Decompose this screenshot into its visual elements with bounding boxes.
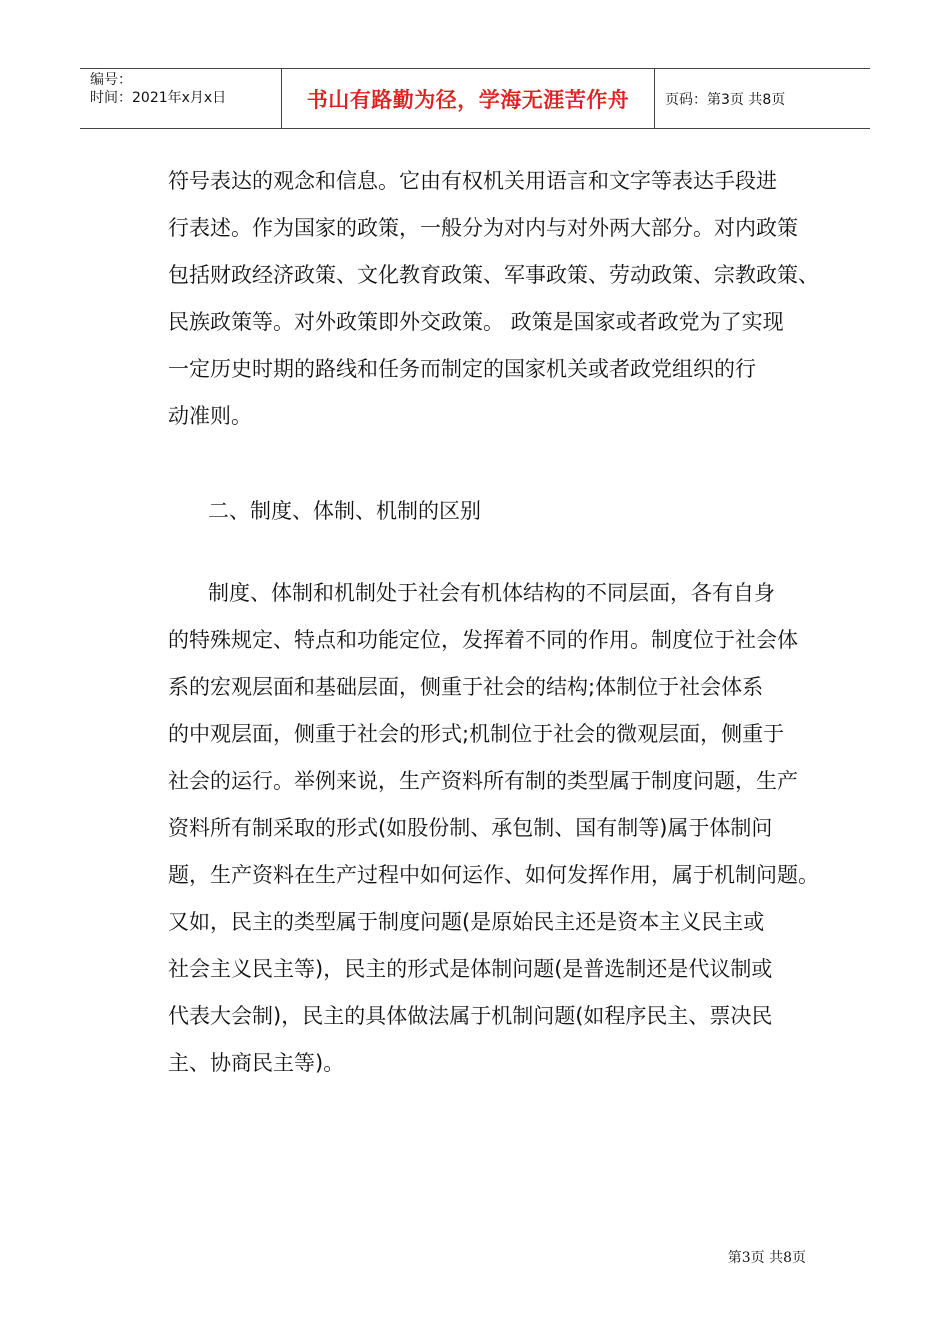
paragraph-policy-continued: [168, 158, 819, 440]
document-date-label: 时间：2021年x月x日: [90, 90, 227, 106]
header-page-number: 页码：第3页 共8页: [665, 91, 786, 108]
section-heading: [208, 488, 834, 535]
text-line: 民族政策等。对外政策即外交政策。 政策是国家或者政党为了实现: [168, 310, 784, 334]
text-line: 的特殊规定、特点和功能定位，发挥着不同的作用。制度位于社会体: [168, 628, 798, 652]
document-code-label: 编号：: [90, 72, 132, 88]
text-line: 社会的运行。举例来说，生产资料所有制的类型属于制度问题，生产: [168, 769, 798, 793]
text-line: 一定历史时期的路线和任务而制定的国家机关或者政党组织的行: [168, 357, 756, 381]
text-line: 制度、体制和机制处于社会有机体结构的不同层面，各有自身: [208, 581, 775, 605]
text-line: 符号表达的观念和信息。它由有权机关用语言和文字等表达手段进: [168, 169, 777, 193]
text-line: 系的宏观层面和基础层面，侧重于社会的结构;体制位于社会体系: [168, 675, 764, 699]
header-info-cell: [80, 69, 282, 128]
text-line: 包括财政经济政策、文化教育政策、军事政策、劳动政策、宗教政策、: [168, 263, 819, 287]
text-line: 动准则。: [168, 404, 252, 428]
text-line: 主、协商民主等)。: [168, 1051, 345, 1075]
text-line: 资料所有制采取的形式(如股份制、承包制、国有制等)属于体制问: [168, 816, 773, 840]
text-line: 社会主义民主等)，民主的形式是体制问题(是普选制还是代议制或: [168, 957, 773, 981]
header-motto: 书山有路勤为径，学海无涯苦作舟: [306, 87, 630, 112]
header-motto-cell: [282, 69, 655, 128]
paragraph-distinction: [168, 570, 819, 1087]
page-footer: [728, 1247, 806, 1267]
page-header: [80, 68, 870, 129]
text-line: 的中观层面，侧重于社会的形式;机制位于社会的微观层面，侧重于: [168, 722, 785, 746]
text-line: 代表大会制)，民主的具体做法属于机制问题(如程序民主、票决民: [168, 1004, 773, 1028]
section-heading-text: 二、制度、体制、机制的区别: [208, 499, 481, 523]
header-page-cell: [655, 69, 870, 128]
footer-page-number: 第3页 共8页: [727, 1250, 806, 1266]
text-line: 行表述。作为国家的政策，一般分为对内与对外两大部分。对内政策: [168, 216, 798, 240]
text-line: 又如，民主的类型属于制度问题(是原始民主还是资本主义民主或: [168, 910, 765, 934]
text-line: 题，生产资料在生产过程中如何运作、如何发挥作用，属于机制问题。: [168, 863, 819, 887]
